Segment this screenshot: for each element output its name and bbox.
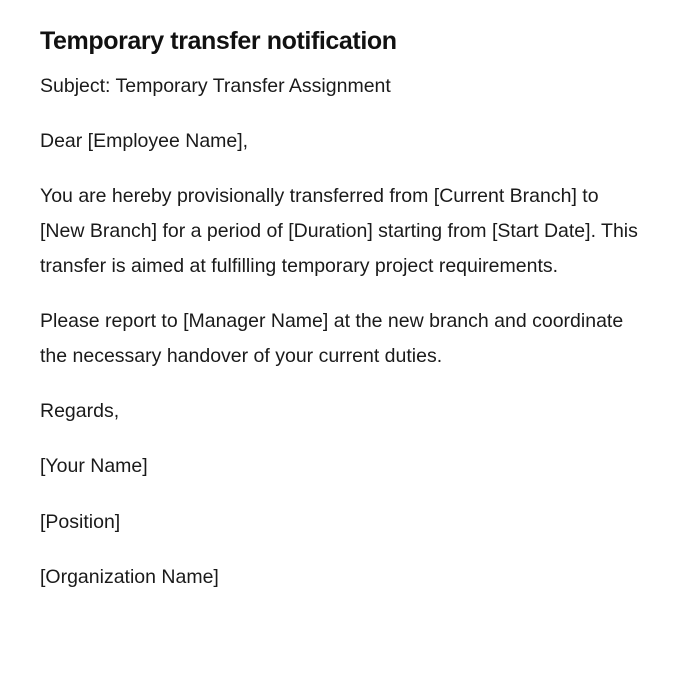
letter-document	[40, 24, 640, 595]
subject-line: Subject: Temporary Transfer Assignment	[40, 75, 391, 97]
body-paragraph-reporting: Please report to [Manager Name] at the new branch and coordinate the necessary handover of your current duties.	[40, 310, 624, 367]
document-title: Temporary transfer notification	[40, 27, 397, 55]
body-paragraph-transfer: You are hereby provisionally transferred from [Current Branch] to [New Branch] for a period of [Duration] starting from [Start Date]. This transfer is aimed at fulfilling temporary project requirements.	[40, 185, 638, 277]
signature-position: [Position]	[40, 511, 121, 533]
salutation: Dear [Employee Name],	[40, 130, 249, 152]
closing: Regards,	[40, 400, 120, 422]
signature-organization: [Organization Name]	[40, 566, 219, 588]
signature-name: [Your Name]	[40, 455, 148, 477]
